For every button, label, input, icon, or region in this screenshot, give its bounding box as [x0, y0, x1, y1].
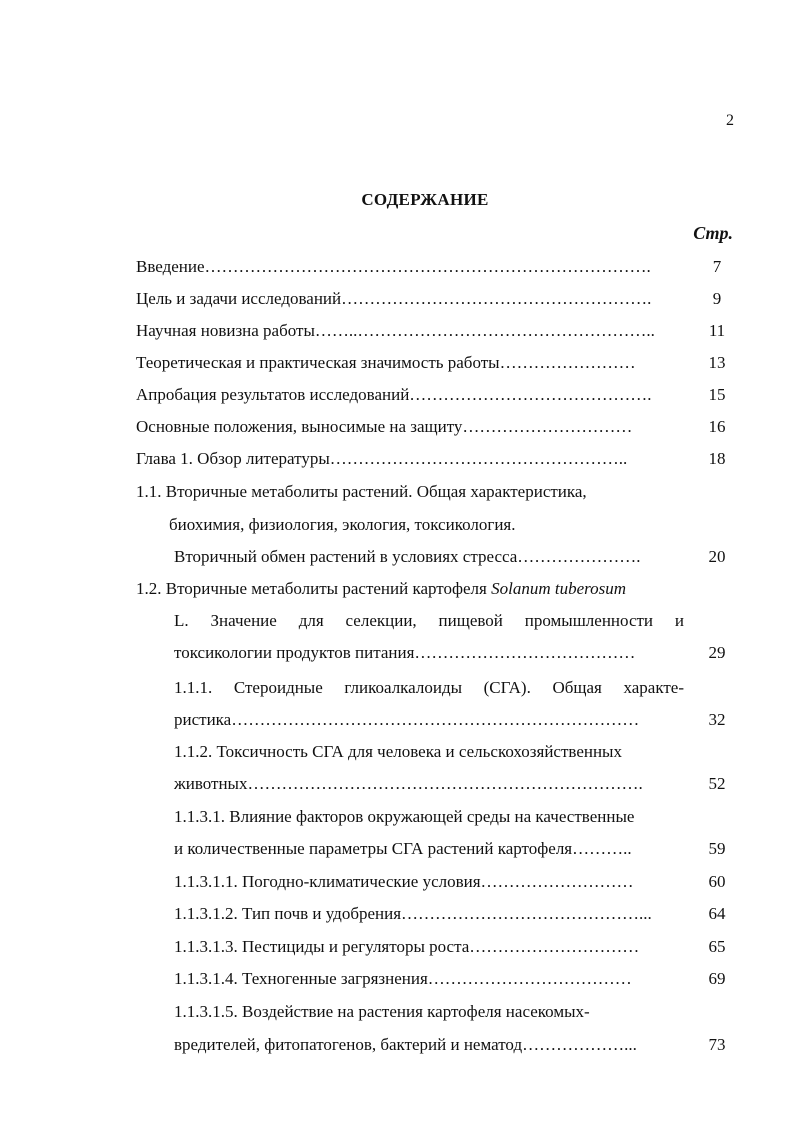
- toc-entry-text: 1.1.3.1.5. Воздействие на растения картофеля насекомых-: [174, 1002, 590, 1021]
- toc-entry: [0, 477, 793, 507]
- toc-entry-text: токсикологии продуктов питания…………………………………: [174, 643, 636, 662]
- toc-entry: [0, 673, 793, 703]
- toc-entry: [0, 737, 793, 767]
- toc-entry-page: 11: [708, 321, 726, 340]
- toc-entry-text: Глава 1. Обзор литературы……………………………………………..: [136, 449, 628, 468]
- toc-entry-text: 1.1.2. Токсичность СГА для человека и сельскохозяйственных: [174, 742, 622, 761]
- toc-entry: [0, 964, 793, 994]
- toc-entry: [0, 638, 793, 668]
- toc-entry-text: 1.1. Вторичные метаболиты растений. Общая характеристика,: [136, 482, 587, 501]
- toc-entry-text: Научная новизна работы……..……………………………………………..: [136, 321, 655, 340]
- toc-entry: [0, 380, 793, 410]
- toc-entry-text: Вторичный обмен растений в условиях стресса………………….: [174, 547, 641, 566]
- toc-entry-page: 29: [708, 643, 726, 662]
- toc-entry: [0, 606, 793, 636]
- toc-entry-page: 7: [712, 257, 722, 276]
- toc-entry: [0, 834, 793, 864]
- document-title: СОДЕРЖАНИЕ: [361, 190, 489, 209]
- toc-entry-page: 32: [708, 710, 726, 729]
- toc-entry-page: 69: [708, 969, 726, 988]
- toc-entry-page: 60: [708, 872, 726, 891]
- toc-entry-text-italic: Solanum tuberosum: [491, 579, 627, 598]
- toc-entry: [0, 997, 793, 1027]
- toc-entry-text: биохимия, физиология, экология, токсикология.: [169, 515, 516, 534]
- toc-entry: [0, 412, 793, 442]
- toc-entry-page: 64: [708, 904, 726, 923]
- toc-entry-page: 16: [708, 417, 726, 436]
- toc-entry-text: животных…………………………………………………………….: [174, 774, 643, 793]
- toc-entry-text: ристика………………………………………………………………: [174, 710, 640, 729]
- toc-entry: [0, 444, 793, 474]
- toc-entry-page: 13: [708, 353, 726, 372]
- toc-entry-page: 73: [708, 1035, 726, 1054]
- toc-entry-text: 1.1.3.1.4. Техногенные загрязнения………………………………: [174, 969, 632, 988]
- toc-entry: [0, 867, 793, 897]
- toc-entry: [0, 932, 793, 962]
- toc-entry: [0, 510, 793, 540]
- toc-entry-text: Теоретическая и практическая значимость работы……………………: [136, 353, 636, 372]
- toc-entry-page: 18: [708, 449, 726, 468]
- toc-entry-text: и количественные параметры СГА растений картофеля………..: [174, 839, 632, 858]
- toc-entry-text: 1.1.3.1.3. Пестициды и регуляторы роста…………………………: [174, 937, 640, 956]
- toc-entry-text: [136, 574, 626, 604]
- toc-entry: [0, 802, 793, 832]
- toc-entry-page: 15: [708, 385, 726, 404]
- toc-entry-page: 59: [708, 839, 726, 858]
- page-number: 2: [726, 112, 734, 129]
- toc-entry-text: 1.1.3.1.2. Тип почв и удобрения……………………………………...: [174, 904, 652, 923]
- toc-entry-page: 52: [708, 774, 726, 793]
- toc-entry: [0, 348, 793, 378]
- toc-entry-text: 1.1.3.1.1. Погодно-климатические условия………………………: [174, 872, 634, 891]
- toc-entry: [0, 574, 793, 604]
- toc-entry-page: 9: [712, 289, 722, 308]
- toc-entry-text: L. Значение для селекции, пищевой промышленности и: [174, 611, 684, 630]
- toc-entry-text: Цель и задачи исследований……………………………………………….: [136, 289, 652, 308]
- toc-entry-text: 1.1.3.1. Влияние факторов окружающей среды на качественные: [174, 807, 635, 826]
- toc-entry-text-plain: 1.2. Вторичные метаболиты растений картофеля: [136, 579, 492, 598]
- toc-entry-text: Введение…………………………………………………………………….: [136, 257, 651, 276]
- toc-entry-text: вредителей, фитопатогенов, бактерий и нематод………………...: [174, 1035, 637, 1054]
- toc-entry: [0, 899, 793, 929]
- toc-entry: [0, 769, 793, 799]
- toc-entry-text: Основные положения, выносимые на защиту…………………………: [136, 417, 633, 436]
- page-column-header: Стр.: [693, 223, 733, 243]
- toc-entry: [0, 1030, 793, 1060]
- toc-entry: [0, 316, 793, 346]
- toc-entry-page: 20: [708, 547, 726, 566]
- toc-entry: [0, 252, 793, 282]
- toc-entry-text: Апробация результатов исследований…………………………………….: [136, 385, 652, 404]
- toc-entry: [0, 284, 793, 314]
- toc-entry: [0, 705, 793, 735]
- toc-entry-text: 1.1.1. Стероидные гликоалкалоиды (СГА). Общая характе-: [174, 678, 684, 697]
- toc-entry: [0, 542, 793, 572]
- toc-entry-page: 65: [708, 937, 726, 956]
